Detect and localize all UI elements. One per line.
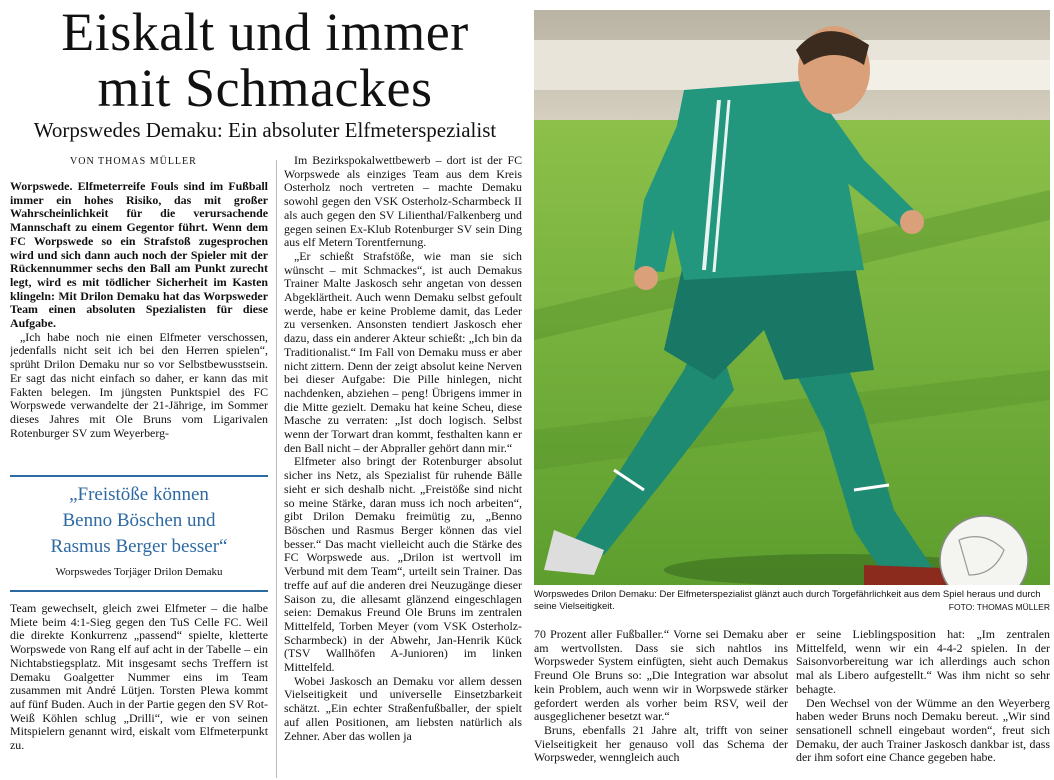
quote-rule-bottom xyxy=(10,590,268,592)
pull-quote xyxy=(10,482,268,560)
column-1-bottom xyxy=(10,602,268,778)
photo-caption: Worpswedes Drilon Demaku: Der Elfmeterspezialist glänzt auch durch Torgefährlichkeit aus dem Spiel heraus und durch seine Vielseitigkeit. xyxy=(534,589,1041,612)
byline: VON THOMAS MÜLLER xyxy=(70,156,197,167)
paragraph: „Er schießt Strafstöße, wie man sie sich wünscht – mit Schmackes“, ist auch Demakus Trainer Malte Jaskosch sehr angetan von dessen Abgeklärtheit. Auch wenn Demaku selbst gefoult werde, habe er keine Probleme damit, das Leder zu versenken. Ansonsten tendiert Jaskosch eher dazu, dass ein anderer Akteur schießt: „Ich bin da Traditionalist.“ Im Fall von Demaku muss er aber nicht zittern. Denn der zeigt absolut keine Nerven bei dieser Aufgabe: Die Pille hinlegen, nicht nachdenken, abziehen – peng! Übrigens immer in die Mitte gezielt. Demaku hat keine Scheu, diese Masche zu verraten: „Ist doch logisch. Selbst wenn der Torwart dran kommt, festhalten kann er den Ball nicht – der Abpraller gehört dann mir.“ xyxy=(284,248,522,455)
quote-rule-top xyxy=(10,475,268,477)
column-2 xyxy=(284,154,522,778)
paragraph: Team gewechselt, gleich zwei Elfmeter – die halbe Miete beim 4:1-Sieg gegen den TuS Celle FC. Weil die direkte Konkurrenz „passend“ spielte, kletterte Worpswede von Rang elf auf acht in der Tabelle – ein Nichtabstiegsplatz. Mit insgesamt sechs Treffern ist Demaku Goalgetter Nummer eins im Team zusammen mit André Lütjen. Torsten Plewa kommt auf fünf Buden. Auch in der Partie gegen den SV Rot-Weiß Köhlen schlug „Drilli“, wie er von seinen Mitspielern genannt wird, eiskalt vom Elfmeterpunkt zu. xyxy=(10,602,268,753)
pull-quote-attribution: Worpswedes Torjäger Drilon Demaku xyxy=(55,566,223,578)
headline xyxy=(0,4,530,116)
paragraph: Bruns, ebenfalls 21 Jahre alt, trifft von seiner Vielseitigkeit her genauso voll das Schema der Worpsweder, wenngleich auch xyxy=(534,722,788,765)
paragraph: Wobei Jaskosch an Demaku vor allem dessen Vielseitigkeit und universelle Einsetzbarkeit schätzt. „Ein echter Straßenfußballer, der spielt auf allen Positionen, am liebsten natürlich als Zehner. Aber das wollen ja xyxy=(284,673,522,743)
paragraph: Im Bezirkspokalwettbewerb – dort ist der FC Worpswede als einziges Team aus dem Kreis Osterholz noch vertreten – machte Demaku sowohl gegen den VSK Osterholz-Scharmbeck II als auch gegen den SV Lilienthal/Falkenberg und gegen seinen Ex-Klub Rotenburger SV sein Ding aus elf Metern Torentfernung. xyxy=(284,154,522,250)
paragraph: Elfmeter also bringt der Rotenburger absolut sicher ins Netz, als Spezialist für ruhende Bälle sieht er sich deshalb nicht. „Freistöße sind nicht so meine Stärke, daran muss ich noch arbeiten“, gibt Drilon Demaku freimütig zu, „Benno Böschen und Rasmus Berger können das viel besser.“ Das macht vielleicht auch die Stärke des FC Worpswede aus. „Drilon ist wertvoll im Verbund mit dem Team“, urteilt sein Trainer. Das treffe auf auf die anderen drei Neuzugänge dieser Saison zu, die allesamt glänzend eingeschlagen seien: Demakus Freund Ole Bruns im zentralen Mittelfeld, Torben Meyer (vom VSK Osterholz-Scharmbeck) in der Abwehr, Jan-Henrik Kück (TSV Wallhöfen A-Junioren) im linken Mittelfeld. xyxy=(284,454,522,675)
headline-line-2: mit Schmackes xyxy=(97,58,433,118)
column-1-top xyxy=(10,180,268,472)
paragraph: Den Wechsel von der Wümme an den Weyerberg haben weder Bruns noch Demaku bereut. „Wir sind sensationell schnell eingebaut worden“, freut sich Demaku, der auch Trainer Jaskosch dankbar ist, dass der ihm sofort eine Chance gegeben habe. xyxy=(796,695,1050,765)
pull-quote-line: Benno Böschen und xyxy=(62,510,216,531)
column-divider xyxy=(276,160,277,778)
headline-line-1: Eiskalt und immer xyxy=(61,2,469,62)
paragraph: er seine Lieblingsposition hat: „Im zentralen Mittelfeld, wenn wir ein 4-4-2 spielen. In der Saisonvorbereitung war ich allerdings auch schon mal als Libero aufgestellt.“ Was ihm nicht so sehr behagte. xyxy=(796,628,1050,696)
player-photo xyxy=(534,10,1050,585)
column-4 xyxy=(796,628,1050,778)
lead-paragraph: Worpswede. Elfmeterreife Fouls sind im Fußball immer ein hohes Risiko, das mit großer Wahrscheinlichkeit für die verursachende Mannschaft zu einem Gegentor führt. Wenn dem FC Worpswede so ein Strafstoß zugesprochen wird und sich dann auch noch der Spieler mit der Rückennummer sechs den Ball am Punkt zurecht legt, wird es mit tödlicher Sicherheit im Kasten klingeln: Mit Drilon Demaku hat das Worpsweder Team einen absoluten Spezialisten für diese Aufgabe. xyxy=(10,180,268,331)
pull-quote-line: „Freistöße können xyxy=(69,484,209,505)
column-3 xyxy=(534,628,788,778)
pull-quote-line: Rasmus Berger besser“ xyxy=(50,536,228,557)
photo-credit: FOTO: THOMAS MÜLLER xyxy=(948,602,1050,612)
paragraph: „Ich habe noch nie einen Elfmeter verschossen, jedenfalls nicht seit ich bei den Herren spielen“, sprüht Drilon Demaku nur so vor Selbstbewusstsein. Er sagt das nicht einfach so daher, er kann das mit Fakten belegen. Im jüngsten Punktspiel des FC Worpswede verwandelte der 21-Jährige, im Sommer dieses Jahres mit Ole Bruns vom Ligarivalen Rotenburger SV zum Weyerberg- xyxy=(10,329,268,440)
subheadline: Worpswedes Demaku: Ein absoluter Elfmeterspezialist xyxy=(33,118,497,142)
paragraph: 70 Prozent aller Fußballer.“ Vorne sei Demaku aber am wertvollsten. Dass sie sich nahtlos ins Worpsweder System einfügten, sieht auch Demakus Freund Ole Bruns so: „Die Integration war absolut kein Problem, auch wenn wir in Worpswede stärker gefordert werden als vorher beim RSV, weil der ausgeglichener besetzt war.“ xyxy=(534,628,788,724)
